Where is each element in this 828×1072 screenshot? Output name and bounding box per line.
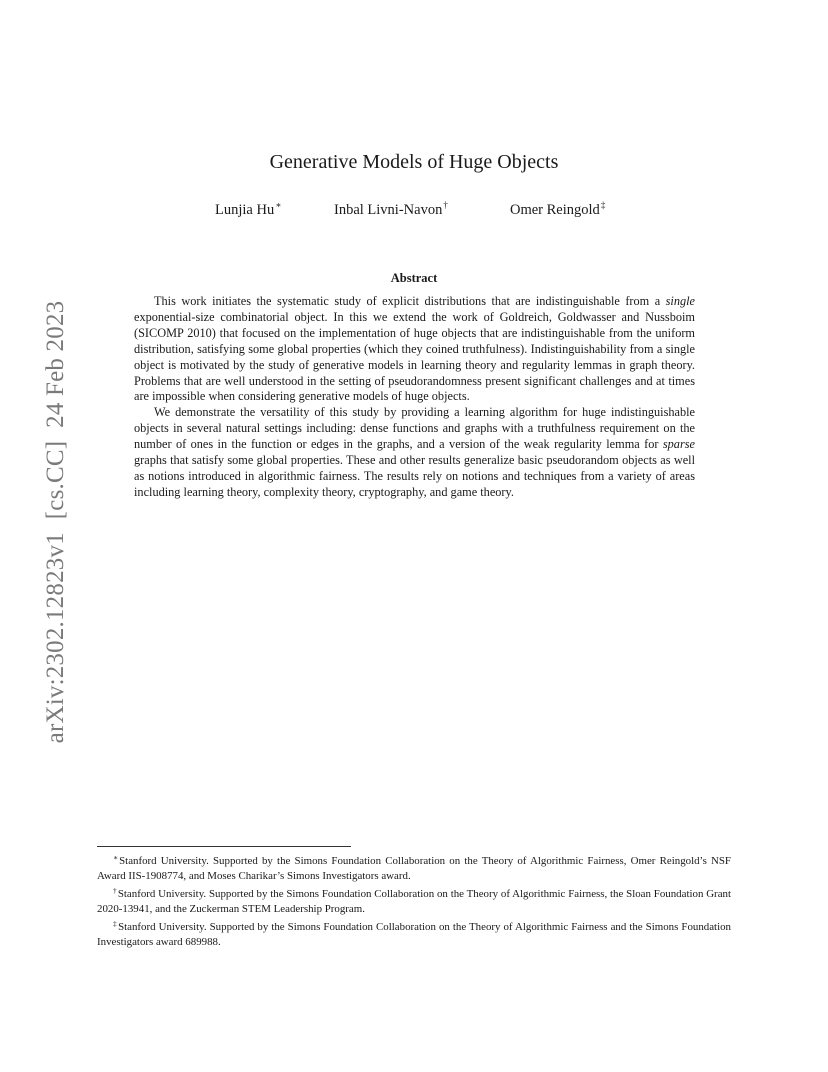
footnote-text: Stanford University. Supported by the Simons Foundation Collaboration on the Theory of Algorithmic Fairness, the Sloan Foundation Grant 2020-13941, and the Zuckerman STEM Leadership Program. xyxy=(97,887,731,915)
author-footnote-mark: † xyxy=(443,200,448,210)
footnote-divider xyxy=(97,846,351,847)
author-1 xyxy=(215,200,281,219)
abstract-heading: Abstract xyxy=(390,271,438,285)
footnote-text: Stanford University. Supported by the Simons Foundation Collaboration on the Theory of Algorithmic Fairness and the Simons Foundation Investigators award 689988. xyxy=(97,920,731,948)
footnote-3 xyxy=(97,917,731,950)
author-2 xyxy=(334,200,448,219)
author-footnote-mark: ‡ xyxy=(600,200,606,210)
arxiv-identifier-stamp: arXiv:2302.12823v1 [cs.CC] 24 Feb 2023 xyxy=(42,300,69,744)
footnote-2 xyxy=(97,884,731,917)
abstract-paragraph-2 xyxy=(134,405,695,500)
abstract-text: graphs that satisfy some global properties. These and other results generalize basic pseudorandom objects as well as notions introduced in algorithmic fairness. The results rely on notions and techniques from a variety of areas including learning theory, complexity theory, cryptography, and game theory. xyxy=(134,453,695,499)
abstract-body xyxy=(134,294,695,501)
footnote-mark: ‡ xyxy=(113,918,118,928)
abstract-paragraph-1 xyxy=(134,294,695,405)
abstract-text: This work initiates the systematic study of explicit distributions that are indistinguishable from a xyxy=(154,294,666,308)
author-name: Omer Reingold xyxy=(510,202,600,218)
footnote-1 xyxy=(97,851,731,884)
author-name: Inbal Livni-Navon xyxy=(334,202,443,218)
author-name: Lunjia Hu xyxy=(215,202,275,218)
footnote-text: Stanford University. Supported by the Simons Foundation Collaboration on the Theory of Algorithmic Fairness, Omer Reingold’s NSF Award IIS-1908774, and Moses Charikar’s Simons Investigators award. xyxy=(97,855,731,882)
author-footnote-mark: ∗ xyxy=(275,200,282,210)
footnote-mark: ∗ xyxy=(113,853,119,862)
footnotes xyxy=(97,851,731,949)
paper-title: Generative Models of Huge Objects xyxy=(269,151,559,173)
author-3 xyxy=(510,200,605,219)
abstract-text: We demonstrate the versatility of this study by providing a learning algorithm for huge indistinguishable objects in several natural settings including: dense functions and graphs with a truthfulness requirement on the number of ones in the function or edges in the graphs, and a version of the weak regularity lemma for xyxy=(134,405,695,452)
footnote-mark: † xyxy=(113,885,117,895)
abstract-text: exponential-size combinatorial object. In this we extend the work of Goldreich, Goldwasser and Nussboim (SICOMP 2010) that focused on the implementation of huge objects that are indistinguishable from the uniform distribution, satisfying some global properties (which they coined truthfulness). Indistinguishability from a single object is motivated by the study of generative models in learning theory and regularity lemmas in graph theory. Problems that are well understood in the setting of pseudorandomness present significant challenges and at times are impossible when considering generative models of huge objects. xyxy=(134,309,695,404)
abstract-emphasis: sparse xyxy=(662,437,695,452)
abstract-emphasis: single xyxy=(665,294,695,308)
